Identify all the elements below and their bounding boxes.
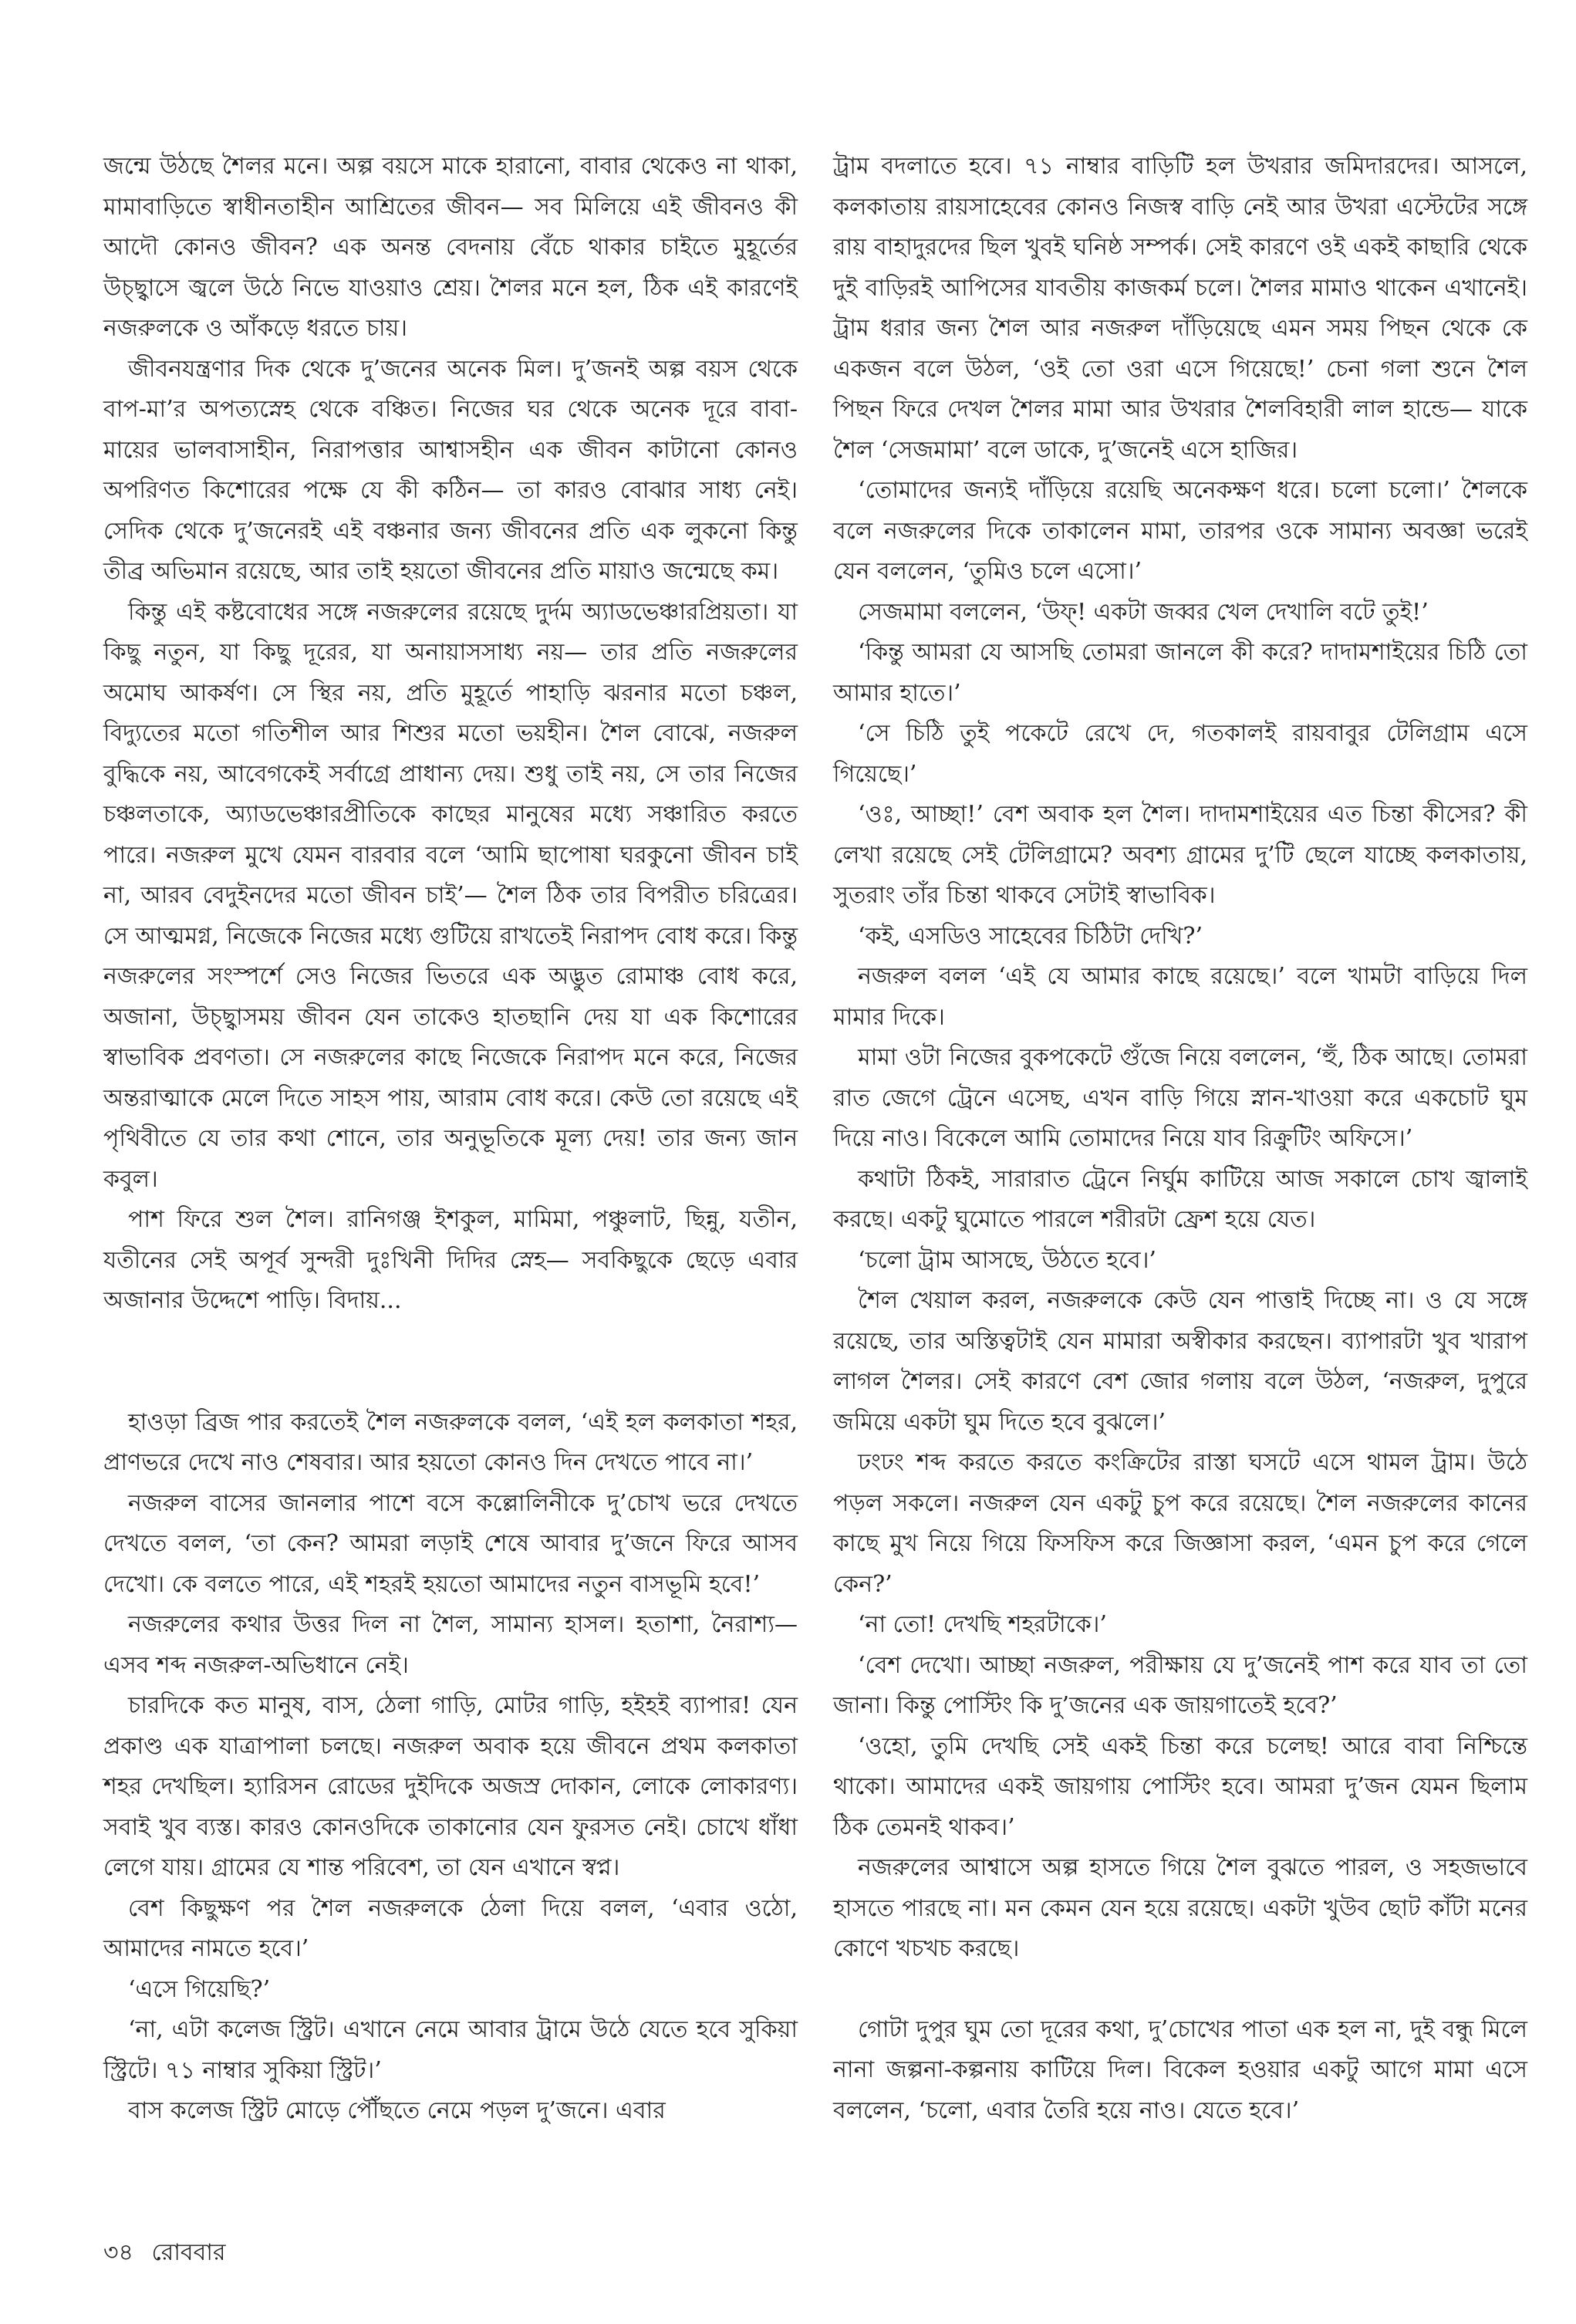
paragraph: ‘বেশ দেখো। আচ্ছা নজরুল, পরীক্ষায় যে দু’জনেই পাশ করে যাব তা তো জানা। কিন্তু পোস্টিং কি দু’জনের এক জায়গাতেই হবে?’ <box>833 1651 1527 1719</box>
paragraph: ট্রাম বদলাতে হবে। ৭১ নাম্বার বাড়িটি হল উখরার জমিদারদের। আসলে, কলকাতায় রায়সাহেবের কোনও নিজস্ব বাড়ি নেই আর উখরা এস্টেটের সঙ্গে রায় বাহাদুরদের ছিল খুবই ঘনিষ্ঠ সম্পর্ক। সেই কারণে ওই একই কাছারি থেকে দুই বাড়িরই আপিসের যাবতীয় কাজকর্ম চলে। শৈলর মামাও থাকেন এখানেই। ট্রাম ধরার জন্য শৈল আর নজরুল দাঁড়িয়েছে এমন সময় পিছন থেকে কে একজন বলে উঠল, ‘ওই তো ওরা এসে গিয়েছে!’ চেনা গলা শুনে শৈল পিছন ফিরে দেখল শৈলর মামা আর উখরার শৈলবিহারী লাল হান্ডে— যাকে শৈল ‘সেজমামা’ বলে ডাকে, দু’জনেই এসে হাজির। <box>833 153 1527 464</box>
paragraph: সেজমামা বললেন, ‘উফ্! একটা জব্বর খেল দেখালি বটে তুই!’ <box>858 598 1429 626</box>
paragraph: পাশ ফিরে শুল শৈল। রানিগঞ্জ ইশকুল, মামিমা, পঞ্চুলাট, ছিন্নু, যতীন, যতীনের সেই অপূর্ব সুন্দরী দুঃখিনী দিদির স্নেহ— সবকিছুকে ছেড়ে এবার অজানার উদ্দেশে পাড়ি। বিদায়... <box>103 1206 798 1314</box>
paragraph: কিন্তু এই কষ্টবোধের সঙ্গে নজরুলের রয়েছে দুর্দম অ্যাডভেঞ্চারপ্রিয়তা। যা কিছু নতুন, যা কিছু দূরের, যা অনায়াসসাধ্য নয়— তার প্রতি নজরুলের অমোঘ আকর্ষণ। সে স্থির নয়, প্রতি মুহূর্তে পাহাড়ি ঝরনার মতো চঞ্চল, বিদ্যুতের মতো গতিশীল আর শিশুর মতো ভয়হীন। শৈল বোঝে, নজরুল বুদ্ধিকে নয়, আবেগকেই সর্বাগ্রে প্রাধান্য দেয়। শুধু তাই নয়, সে তার নিজের চঞ্চলতাকে, অ্যাডভেঞ্চারপ্রীতিকে কাছের মানুষের মধ্যে সঞ্চারিত করতে পারে। নজরুল মুখে যেমন বারবার বলে ‘আমি ছাপোষা ঘরকুনো জীবন চাই না, আরব বেদুইনদের মতো জীবন চাই’— শৈল ঠিক তার বিপরীত চরিত্রের। সে আত্মমগ্ন, নিজেকে নিজের মধ্যে গুটিয়ে রাখতেই নিরাপদ বোধ করে। কিন্তু নজরুলের সংস্পর্শে সেও নিজের ভিতরে এক অদ্ভুত রোমাঞ্চ বোধ করে, অজানা, উচ্ছ্বাসময় জীবন যেন তাকেও হাতছানি দেয় যা এক কিশোরের স্বাভাবিক প্রবণতা। সে নজরুলের কাছে নিজেকে নিরাপদ মনে করে, নিজের অন্তরাত্মাকে মেলে দিতে সাহস পায়, আরাম বোধ করে। কেউ তো রয়েছে এই পৃথিবীতে যে তার কথা শোনে, তার অনুভূতিকে মূল্য দেয়! তার জন্য জান কবুল। <box>103 598 798 1193</box>
paragraph: গোটা দুপুর ঘুম তো দূরের কথা, দু’চোখের পাতা এক হল না, দুই বন্ধু মিলে নানা জল্পনা-কল্পনায় কাটিয়ে দিল। বিকেল হওয়ার একটু আগে মামা এসে বললেন, ‘চলো, এবার তৈরি হয়ে নাও। যেতে হবে।’ <box>833 2015 1527 2124</box>
paragraph: জন্মে উঠছে শৈলর মনে। অল্প বয়সে মাকে হারানো, বাবার থেকেও না থাকা, মামাবাড়িতে স্বাধীনতাহীন আশ্রিতের জীবন— সব মিলিয়ে এই জীবনও কী আদৌ কোনও জীবন? এক অনন্ত বেদনায় বেঁচে থাকার চাইতে মুহূর্তের উচ্ছ্বাসে জ্বলে উঠে নিভে যাওয়াও শ্রেয়। শৈলর মনে হল, ঠিক এই কারণেই নজরুলকে ও আঁকড়ে ধরতে চায়। <box>103 153 798 342</box>
paragraph: ‘ওঃ, আচ্ছা!’ বেশ অবাক হল শৈল। দাদামশাইয়ের এত চিন্তা কীসের? কী লেখা রয়েছে সেই টেলিগ্রামে? অবশ্য গ্রামের দু’টি ছেলে যাচ্ছে কলকাতায়, সুতরাং তাঁর চিন্তা থাকবে সেটাই স্বাভাবিক। <box>833 801 1527 909</box>
page-footer <box>103 2238 237 2268</box>
magazine-name: রোববার <box>151 2239 226 2266</box>
section-break <box>103 1322 798 1403</box>
paragraph: নজরুলের কথার উত্তর দিল না শৈল, সামান্য হাসল। হতাশা, নৈরাশ্য— এসব শব্দ নজরুল-অভিধানে নেই। <box>103 1611 798 1679</box>
paragraph: ‘না, এটা কলেজ স্ট্রিট। এখানে নেমে আবার ট্রামে উঠে যেতে হবে সুকিয়া স্ট্রিটে। ৭১ নাম্বার সুকিয়া স্ট্রিট।’ <box>103 2016 798 2084</box>
right-column <box>833 147 1527 2131</box>
paragraph: জীবনযন্ত্রণার দিক থেকে দু’জনের অনেক মিল। দু’জনই অল্প বয়স থেকে বাপ-মা’র অপত্যস্নেহ থেকে বঞ্চিত। নিজের ঘর থেকে অনেক দূরে বাবা-মায়ের ভালবাসাহীন, নিরাপত্তার আশ্বাসহীন এক জীবন কাটানো কোনও অপরিণত কিশোরের পক্ষে যে কী কঠিন— তা কারও বোঝার সাধ্য নেই। সেদিক থেকে দু’জনেরই এই বঞ্চনার জন্য জীবনের প্রতি এক লুকনো কিন্তু তীব্র অভিমান রয়েছে, আর তাই হয়তো জীবনের প্রতি মায়াও জন্মেছে কম। <box>103 355 798 585</box>
paragraph: ‘কই, এসডিও সাহেবের চিঠিটা দেখি?’ <box>858 922 1203 950</box>
paragraph: ‘তোমাদের জন্যই দাঁড়িয়ে রয়েছি অনেকক্ষণ ধরে। চলো চলো।’ শৈলকে বলে নজরুলের দিকে তাকালেন মামা, তারপর ওকে সামান্য অবজ্ঞা ভরেই যেন বললেন, ‘তুমিও চলে এসো।’ <box>833 477 1527 585</box>
paragraph: নজরুলের আশ্বাসে অল্প হাসতে গিয়ে শৈল বুঝতে পারল, ও সহজভাবে হাসতে পারছে না। মন কেমন যেন হয়ে রয়েছে। একটা খুউব ছোট কাঁটা মনের কোণে খচখচ করছে। <box>833 1854 1527 1962</box>
paragraph: হাওড়া ব্রিজ পার করতেই শৈল নজরুলকে বলল, ‘এই হল কলকাতা শহর, প্রাণভরে দেখে নাও শেষবার। আর হয়তো কোনও দিন দেখতে পাবে না।’ <box>103 1408 798 1476</box>
paragraph: বেশ কিছুক্ষণ পর শৈল নজরুলকে ঠেলা দিয়ে বলল, ‘এবার ওঠো, আমাদের নামতে হবে।’ <box>103 1894 798 1962</box>
paragraph: চারদিকে কত মানুষ, বাস, ঠেলা গাড়ি, মোটর গাড়ি, হইহই ব্যাপার! যেন প্রকাণ্ড এক যাত্রাপালা চলছে। নজরুল অবাক হয়ে জীবনে প্রথম কলকাতা শহর দেখছিল। হ্যারিসন রোডের দুইদিকে অজস্র দোকান, লোকে লোকারণ্য। সবাই খুব ব্যস্ত। কারও কোনওদিকে তাকানোর যেন ফুরসত নেই। চোখে ধাঁধা লেগে যায়। গ্রামের যে শান্ত পরিবেশ, তা যেন এখানে স্বপ্ন। <box>103 1692 798 1881</box>
paragraph: ‘না তো! দেখছি শহরটাকে।’ <box>858 1611 1107 1638</box>
page-number: ৩৪ <box>103 2239 133 2266</box>
paragraph: কথাটা ঠিকই, সারারাত ট্রেনে নির্ঘুম কাটিয়ে আজ সকালে চোখ জ্বালাই করছে। একটু ঘুমোতে পারলে শরীরটা ফ্রেশ হয়ে যেত। <box>833 1165 1527 1233</box>
paragraph: শৈল খেয়াল করল, নজরুলকে কেউ যেন পাত্তাই দিচ্ছে না। ও যে সঙ্গে রয়েছে, তার অস্তিত্বটাই যেন মামারা অস্বীকার করছেন। ব্যাপারটা খুব খারাপ লাগল শৈলর। সেই কারণে বেশ জোর গলায় বলে উঠল, ‘নজরুল, দুপুরে জমিয়ে একটা ঘুম দিতে হবে বুঝলে।’ <box>833 1287 1527 1436</box>
paragraph: ‘সে চিঠি তুই পকেটে রেখে দে, গতকালই রায়বাবুর টেলিগ্রাম এসে গিয়েছে।’ <box>833 720 1527 788</box>
paragraph: ‘চলো ট্রাম আসছে, উঠতে হবে।’ <box>858 1246 1156 1274</box>
paragraph: ঢংঢং শব্দ করতে করতে কংক্রিটের রাস্তা ঘসটে এসে থামল ট্রাম। উঠে পড়ল সকলে। নজরুল যেন একটু চুপ করে রয়েছে। শৈল নজরুলের কানের কাছে মুখ নিয়ে গিয়ে ফিসফিস করে জিজ্ঞাসা করল, ‘এমন চুপ করে গেলে কেন?’ <box>833 1449 1527 1598</box>
left-column <box>103 147 798 2132</box>
paragraph: ‘এসে গিয়েছি?’ <box>128 1975 271 2003</box>
paragraph: বাস কলেজ স্ট্রিট মোড়ে পৌঁছতে নেমে পড়ল দু’জনে। এবার <box>128 2097 666 2124</box>
paragraph: নজরুল বলল ‘এই যে আমার কাছে রয়েছে।’ বলে খামটা বাড়িয়ে দিল মামার দিকে। <box>833 963 1527 1031</box>
paragraph: নজরুল বাসের জানলার পাশে বসে কল্লোলিনীকে দু’চোখ ভরে দেখতে দেখতে বলল, ‘তা কেন? আমরা লড়াই শেষে আবার দু’জনে ফিরে আসব দেখো। কে বলতে পারে, এই শহরই হয়তো আমাদের নতুন বাসভূমি হবে!’ <box>103 1489 798 1598</box>
paragraph: ‘কিন্তু আমরা যে আসছি তোমরা জানলে কী করে? দাদামশাইয়ের চিঠি তো আমার হাতে।’ <box>833 639 1527 707</box>
paragraph: মামা ওটা নিজের বুকপকেটে গুঁজে নিয়ে বললেন, ‘হুঁ, ঠিক আছে। তোমরা রাত জেগে ট্রেনে এসেছ, এখন বাড়ি গিয়ে স্নান-খাওয়া করে একচোট ঘুম দিয়ে নাও। বিকেলে আমি তোমাদের নিয়ে যাব রিক্রুটিং অফিসে।’ <box>833 1044 1527 1152</box>
section-break <box>833 1970 1527 2010</box>
paragraph: ‘ওহো, তুমি দেখছি সেই একই চিন্তা করে চলেছ! আরে বাবা নিশ্চিন্তে থাকো। আমাদের একই জায়গায় পোস্টিং হবে। আমরা দু’জন যেমন ছিলাম ঠিক তেমনই থাকব।’ <box>833 1732 1527 1841</box>
